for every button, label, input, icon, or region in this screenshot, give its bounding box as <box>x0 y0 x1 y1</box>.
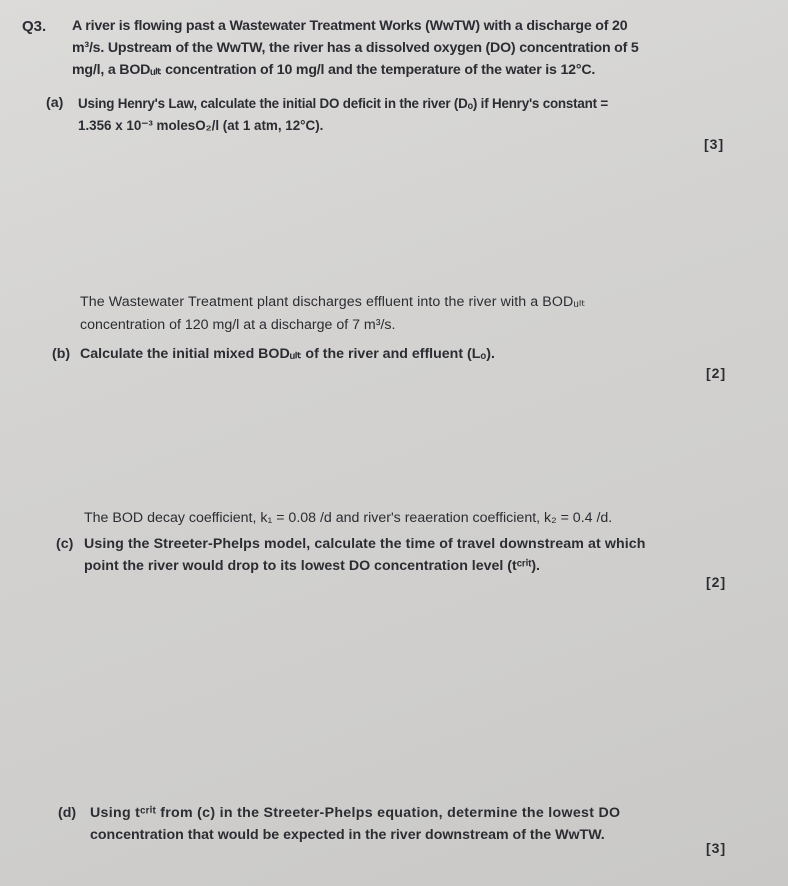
part-a-line-2: 1.356 x 10⁻³ molesO₂/l (at 1 atm, 12°C). <box>78 118 324 133</box>
part-a-marks: [3] <box>704 136 725 152</box>
part-d-line-2: concentration that would be expected in the river downstream of the WwTW. <box>90 827 605 843</box>
part-b-line: Calculate the initial mixed BODᵤₗₜ of the river and effluent (Lₒ). <box>80 346 495 362</box>
part-d-marks: [3] <box>706 840 727 856</box>
intro-line-3: mg/l, a BODᵤₗₜ concentration of 10 mg/l and the temperature of the water is 12°C. <box>72 62 596 78</box>
question-number: Q3. <box>22 18 47 35</box>
part-c-line-2: point the river would drop to its lowest DO concentration level (tᶜʳⁱᵗ). <box>84 558 540 574</box>
part-a-line-1: Using Henry's Law, calculate the initial DO deficit in the river (Dₒ) if Henry's constant = <box>78 96 609 111</box>
part-b-context-line-1: The Wastewater Treatment plant discharges effluent into the river with a BODᵤₗₜ <box>80 294 586 310</box>
intro-line-2: m³/s. Upstream of the WwTW, the river has a dissolved oxygen (DO) concentration of 5 <box>72 40 639 56</box>
part-b-context-line-2: concentration of 120 mg/l at a discharge of 7 m³/s. <box>80 317 396 333</box>
part-a-label: (a) <box>46 95 64 111</box>
part-c-label: (c) <box>56 536 74 552</box>
part-b-label: (b) <box>52 346 71 362</box>
intro-line-1: A river is flowing past a Wastewater Treatment Works (WwTW) with a discharge of 20 <box>72 18 628 34</box>
part-c-line-1: Using the Streeter-Phelps model, calculate the time of travel downstream at which <box>84 536 646 552</box>
part-d-line-1: Using tᶜʳⁱᵗ from (c) in the Streeter-Phelps equation, determine the lowest DO <box>90 805 621 821</box>
part-b-marks: [2] <box>706 365 727 381</box>
part-c-marks: [2] <box>706 574 727 590</box>
part-c-context-line: The BOD decay coefficient, k₁ = 0.08 /d and river's reaeration coefficient, k₂ = 0.4 /d. <box>84 510 613 526</box>
part-d-label: (d) <box>58 805 77 821</box>
